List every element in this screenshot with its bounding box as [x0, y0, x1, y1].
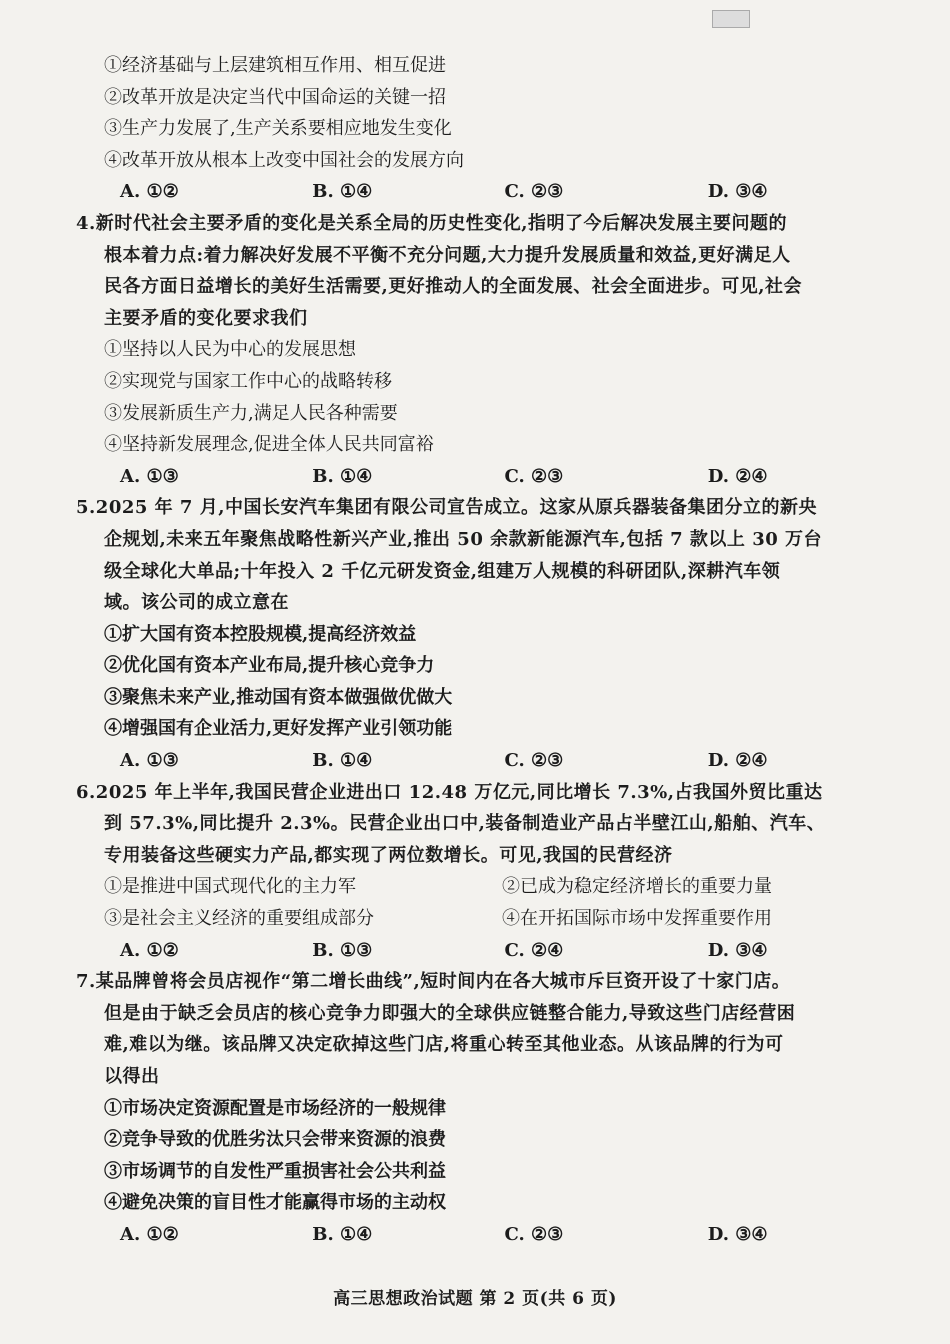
answer-choices [104, 461, 900, 493]
choice-b: B. ①④ [312, 181, 373, 203]
question-stem: 域。该公司的成立意在 [104, 592, 289, 614]
option: ①是推进中国式现代化的主力军 [104, 876, 356, 898]
question-stem: 级全球化大单品;十年投入 2 千亿元研发资金,组建万人规模的科研团队,深耕汽车领 [104, 560, 781, 582]
choice-d: D. ③④ [707, 939, 768, 961]
question-stem: 民各方面日益增长的美好生活需要,更好推动人的全面发展、社会全面进步。可见,社会 [104, 276, 803, 298]
option: ②改革开放是决定当代中国命运的关键一招 [104, 86, 446, 108]
answer-choices [104, 1219, 900, 1251]
option: ④在开拓国际市场中发挥重要作用 [502, 908, 772, 930]
choice-a: A. ①② [120, 181, 179, 203]
option: ②优化国有资本产业布局,提升核心竞争力 [104, 655, 435, 677]
choice-d: D. ②④ [707, 750, 768, 772]
choice-c: C. ②④ [504, 939, 564, 961]
option: ③发展新质生产力,满足人民各种需要 [104, 402, 398, 424]
option: ④增强国有企业活力,更好发挥产业引领功能 [104, 718, 453, 740]
option: ③生产力发展了,生产关系要相应地发生变化 [104, 118, 452, 140]
choice-a: A. ①② [120, 1223, 179, 1245]
choice-d: D. ③④ [707, 1223, 768, 1245]
question-5 [76, 492, 900, 776]
question-4 [76, 208, 900, 492]
question-stem: 4.新时代社会主要矛盾的变化是关系全局的历史性变化,指明了今后解决发展主要问题的 [76, 212, 788, 234]
option: ②实现党与国家工作中心的战略转移 [104, 370, 392, 392]
question-stem: 难,难以为继。该品牌又决定砍掉这些门店,将重心转至其他业态。从该品牌的行为可 [104, 1034, 784, 1056]
option: ③市场调节的自发性严重损害社会公共利益 [104, 1160, 446, 1182]
option: ④坚持新发展理念,促进全体人民共同富裕 [104, 434, 434, 456]
question-6 [76, 777, 900, 967]
question-stem: 7.某品牌曾将会员店视作“第二增长曲线”,短时间内在各大城市斥巨资开设了十家门店。 [76, 971, 791, 993]
option: ①经济基础与上层建筑相互作用、相互促进 [104, 55, 446, 76]
answer-choices [104, 176, 900, 208]
option: ②竞争导致的优胜劣汰只会带来资源的浪费 [104, 1129, 446, 1151]
choice-c: C. ②③ [504, 181, 564, 203]
choice-a: A. ①③ [120, 465, 179, 487]
question-stem: 到 57.3%,同比提升 2.3%。民营企业出口中,装备制造业产品占半壁江山,船舶、汽车、 [104, 813, 826, 835]
choice-a: A. ①② [120, 939, 179, 961]
question-stem: 企规划,未来五年聚焦战略性新兴产业,推出 50 余款新能源汽车,包括 7 款以上 30 万台 [104, 528, 823, 550]
question-stem: 专用装备这些硬实力产品,都实现了两位数增长。可见,我国的民营经济 [104, 844, 673, 866]
question-7 [76, 966, 900, 1250]
option-row [104, 903, 900, 935]
choice-c: C. ②③ [504, 1223, 564, 1245]
question-stem: 但是由于缺乏会员店的核心竞争力即强大的全球供应链整合能力,导致这些门店经营困 [104, 1002, 796, 1024]
option: ③是社会主义经济的重要组成部分 [104, 908, 374, 930]
question-stem: 主要矛盾的变化要求我们 [104, 307, 308, 329]
question-3 [104, 50, 900, 208]
scan-mark [712, 10, 750, 28]
option: ②已成为稳定经济增长的重要力量 [502, 876, 772, 898]
option: ④避免决策的盲目性才能赢得市场的主动权 [104, 1192, 446, 1214]
option: ①扩大国有资本控股规模,提高经济效益 [104, 623, 417, 645]
page-footer: 高三思想政治试题 第 2 页(共 6 页) [333, 1289, 617, 1309]
choice-b: B. ①④ [312, 465, 373, 487]
answer-choices [104, 745, 900, 777]
choice-b: B. ①④ [312, 1223, 373, 1245]
choice-c: C. ②③ [504, 750, 564, 772]
choice-a: A. ①③ [120, 750, 179, 772]
option: ③聚焦未来产业,推动国有资本做强做优做大 [104, 686, 453, 708]
option: ①市场决定资源配置是市场经济的一般规律 [104, 1097, 446, 1119]
question-stem: 6.2025 年上半年,我国民营企业进出口 12.48 万亿元,同比增长 7.3%,占我国外贸比重达 [76, 781, 823, 803]
option: ①坚持以人民为中心的发展思想 [104, 339, 356, 361]
question-stem: 根本着力点:着力解决好发展不平衡不充分问题,大力提升发展质量和效益,更好满足人 [104, 244, 791, 266]
option: ④改革开放从根本上改变中国社会的发展方向 [104, 149, 464, 171]
choice-b: B. ①③ [312, 939, 373, 961]
option-row [104, 871, 900, 903]
question-stem: 以得出 [104, 1066, 160, 1087]
choice-b: B. ①④ [312, 750, 373, 772]
choice-d: D. ②④ [707, 465, 768, 487]
question-stem: 5.2025 年 7 月,中国长安汽车集团有限公司宣告成立。这家从原兵器装备集团分立的新央 [76, 497, 817, 519]
answer-choices [104, 935, 900, 967]
choice-c: C. ②③ [504, 465, 564, 487]
choice-d: D. ③④ [707, 181, 768, 203]
